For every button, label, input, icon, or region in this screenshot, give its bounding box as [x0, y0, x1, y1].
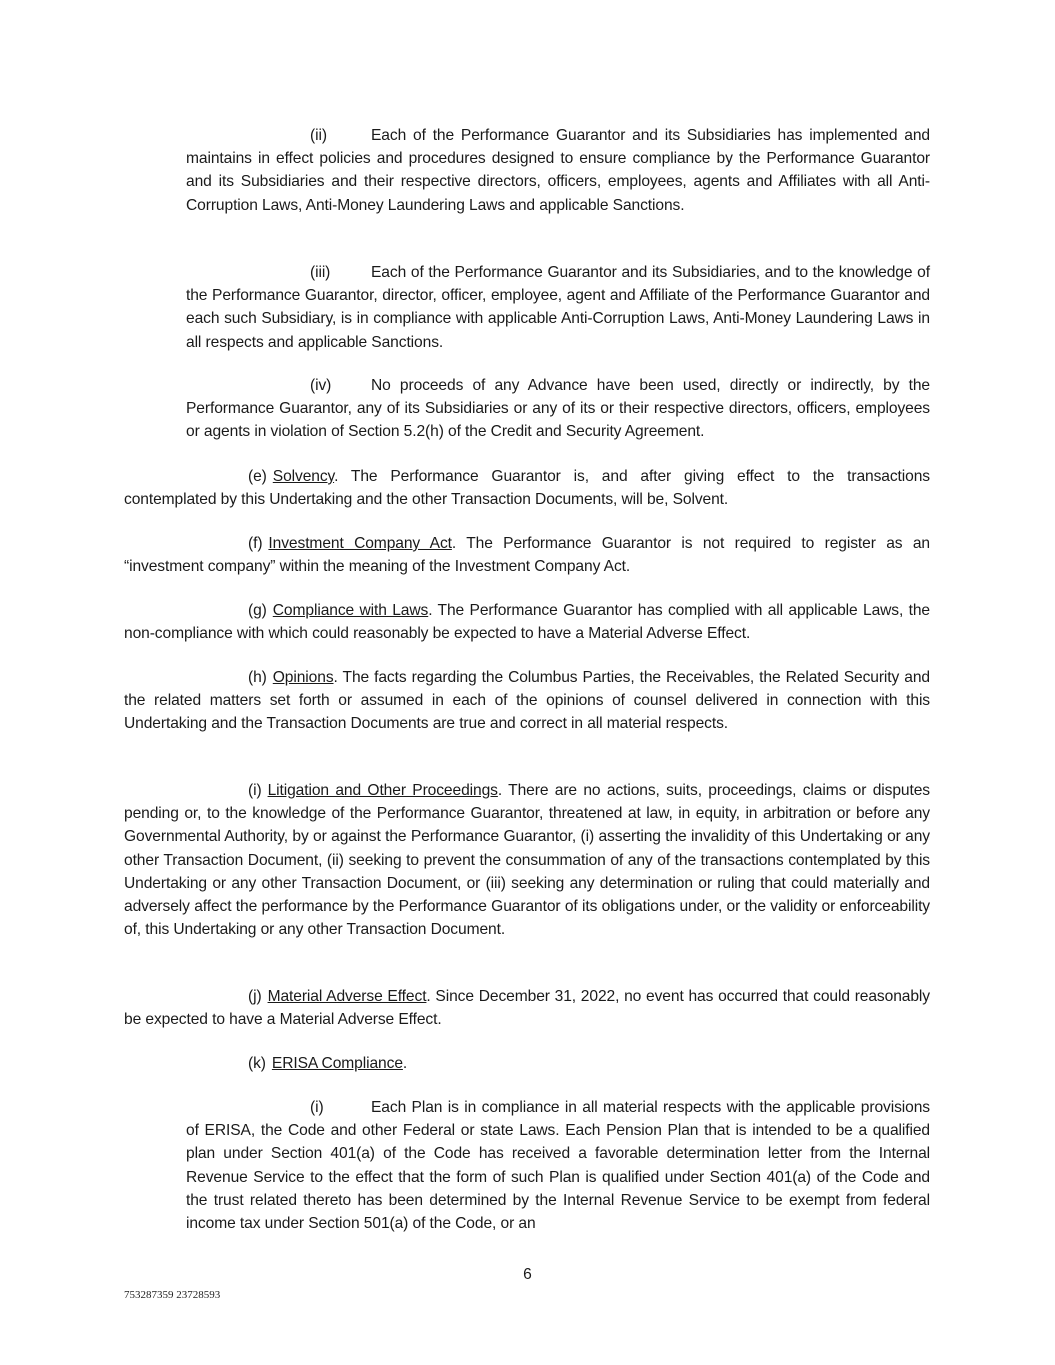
section-heading: Litigation and Other Proceedings: [267, 782, 498, 799]
paragraph-iv: [186, 374, 930, 444]
section-heading: Material Adverse Effect: [267, 988, 427, 1005]
section-marker: (k): [248, 1055, 266, 1072]
paragraph-iii: [186, 261, 930, 354]
section-text: . The facts regarding the Columbus Parties, the Receivables, the Related Security and the related matters set forth or assumed in each of the opinions of counsel delivered in connection with this Undertaking and the Transaction Documents are true and correct in all material respects.: [124, 669, 930, 733]
paragraph-marker: (i): [310, 1099, 324, 1116]
paragraph-marker: (iii): [310, 264, 331, 281]
paragraph-text: Each Plan is in compliance in all material respects with the applicable provisions of ERISA, the Code and other Federal or state Laws. Each Pension Plan that is intended to be a qualified plan under Section 401(a) of the Code has received a favorable determination letter from the Internal Revenue Service to the effect that the form of such Plan is qualified under Section 401(a) of the Code and the trust related thereto has been determined by the Internal Revenue Service to be exempt from federal income tax under Section 501(a) of the Code, or an: [186, 1099, 930, 1233]
paragraph-marker: (iv): [310, 377, 332, 394]
section-heading: Solvency: [272, 468, 335, 485]
paragraph-text: No proceeds of any Advance have been used, directly or indirectly, by the Performance Guarantor, any of its Subsidiaries or any of its or their respective directors, officers, employees or agents in violation of Section 5.2(h) of the Credit and Security Agreement.: [186, 377, 930, 441]
section-marker: (h): [248, 669, 267, 686]
section-marker: (i): [248, 782, 262, 799]
section-j-material-adverse-effect: [124, 985, 930, 1031]
section-k-erisa-compliance: [124, 1052, 930, 1075]
section-heading: Compliance with Laws: [272, 602, 429, 619]
section-text: . The Performance Guarantor has complied with all applicable Laws, the non-compliance with which could reasonably be expected to have a Material Adverse Effect.: [124, 602, 930, 643]
paragraph-k-i: [186, 1096, 930, 1235]
section-e-solvency: [124, 465, 930, 511]
paragraph-text: Each of the Performance Guarantor and its Subsidiaries, and to the knowledge of the Performance Guarantor, director, officer, employee, agent and Affiliate of the Performance Guarantor and each such Subsidiary, is in compliance with applicable Anti-Corruption Laws, Anti-Money Laundering Laws in all respects and applicable Sanctions.: [186, 264, 930, 351]
section-text: .: [402, 1055, 408, 1072]
section-marker: (e): [248, 468, 267, 485]
section-heading: Opinions: [272, 669, 334, 686]
section-text: . There are no actions, suits, proceedings, claims or disputes pending or, to the knowledge of the Performance Guarantor, threatened at law, in equity, in arbitration or before any Governmental Authority, by or against the Performance Guarantor, (i) asserting the invalidity of this Undertaking or any other Transaction Document, (ii) seeking to prevent the consummation of any of the transactions contemplated by this Undertaking or any other Transaction Document, or (iii) seeking any determination or ruling that could materially and adversely affect the performance by the Performance Guarantor of its obligations under, or the validity or enforceability of, this Undertaking or any other Transaction Document.: [124, 782, 930, 939]
section-text: . The Performance Guarantor is not required to register as an “investment company” within the meaning of the Investment Company Act.: [124, 535, 930, 576]
section-i-litigation: [124, 779, 930, 941]
section-f-investment-company-act: [124, 532, 930, 578]
section-heading: Investment Company Act: [268, 535, 452, 552]
paragraph-text: Each of the Performance Guarantor and its Subsidiaries has implemented and maintains in effect policies and procedures designed to ensure compliance by the Performance Guarantor and its Subsidiaries and their respective directors, officers, employees, agents and Affiliates with all Anti-Corruption Laws, Anti-Money Laundering Laws and applicable Sanctions.: [186, 127, 930, 214]
page-number: 6: [523, 1266, 532, 1283]
section-marker: (f): [248, 535, 263, 552]
document-id: 753287359 23728593: [124, 1289, 221, 1301]
section-marker: (g): [248, 602, 267, 619]
paragraph-marker: (ii): [310, 127, 327, 144]
section-marker: (j): [248, 988, 262, 1005]
section-text: . Since December 31, 2022, no event has occurred that could reasonably be expected to have a Material Adverse Effect.: [124, 988, 930, 1029]
section-g-compliance-with-laws: [124, 599, 930, 645]
paragraph-ii: [186, 124, 930, 217]
section-text: . The Performance Guarantor is, and after giving effect to the transactions contemplated by this Undertaking and the other Transaction Documents, will be, Solvent.: [124, 468, 930, 509]
section-h-opinions: [124, 666, 930, 736]
section-heading: ERISA Compliance: [271, 1055, 403, 1072]
